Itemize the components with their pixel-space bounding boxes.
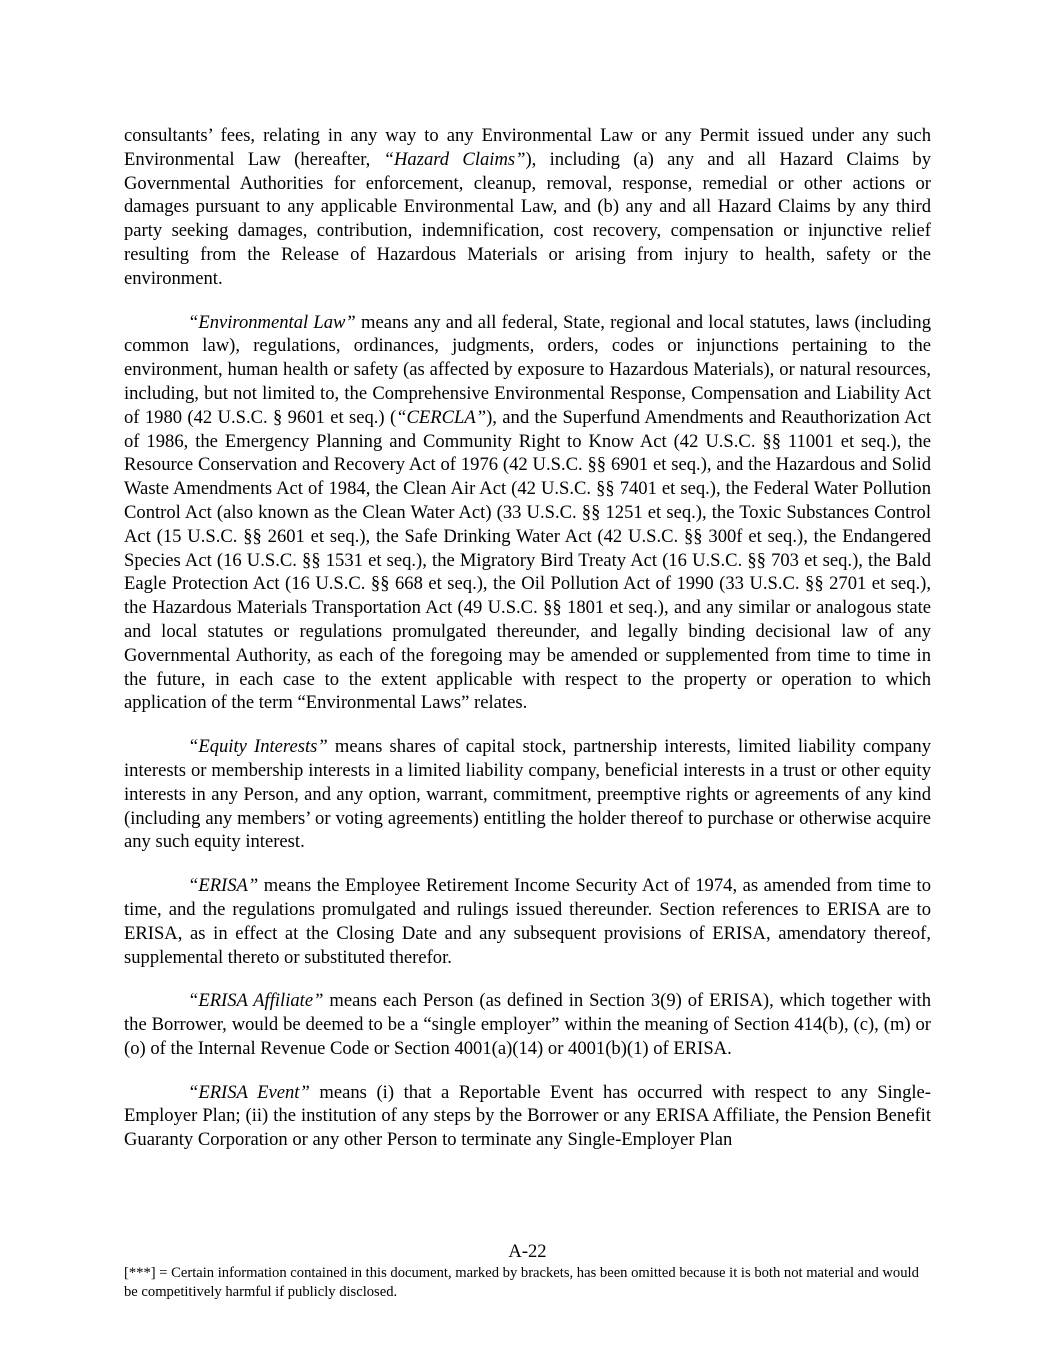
paragraph-text: means (i) that a Reportable Event has occurred with respect to any Single-Employer Plan; (ii) the institution of any steps by the Borrower or any ERISA Affiliate, the Pension Benefit Guaranty Corporation or any other Person to terminate any Single-Employer Plan xyxy=(124,1081,931,1151)
paragraph-hazard-claims xyxy=(124,124,931,291)
defined-term-erisa-affiliate: “ERISA Affiliate” xyxy=(188,990,324,1012)
paragraph-text: means the Employee Retirement Income Security Act of 1974, as amended from time to time, and the regulations promulgated and rulings issued thereunder. Section references to ERISA are to ERISA, as in effect at the Closing Date and any subsequent provisions of ERISA, amendatory thereof, supplemental thereto or substituted therefor. xyxy=(124,875,931,968)
paragraph-equity-interests xyxy=(124,735,931,854)
defined-term-environmental-law: “Environmental Law” xyxy=(188,311,356,333)
paragraph-erisa xyxy=(124,874,931,969)
defined-term-erisa-event: “ERISA Event” xyxy=(188,1081,310,1103)
paragraph-text: means any and all federal, State, regional and local statutes, laws (including common law), regulations, ordinances, judgments, orders, codes or injunctions pertaining to the environment, human health or safety (as affected by exposure to Hazardous Materials), or natural resources, including, but not limited to, the Comprehensive Environmental Response, Compensation and Liability Act of 1980 (42 U.S.C. § 9601 et seq.) ( xyxy=(124,311,931,428)
defined-term-hazard-claims: “Hazard Claims” xyxy=(383,148,526,170)
defined-term-cercla: “CERCLA” xyxy=(396,406,487,428)
confidentiality-footnote: [***] = Certain information contained in this document, marked by brackets, has been omitted because it is both not material and would be competitively harmful if publicly disclosed. xyxy=(124,1265,919,1300)
paragraph-erisa-event xyxy=(124,1081,931,1152)
paragraph-text: means shares of capital stock, partnership interests, limited liability company interests or membership interests in a limited liability company, beneficial interests in a trust or other equity interests in any Person, and any option, warrant, commitment, preemptive rights or agreements of any kind (including any members’ or voting agreements) entitling the holder thereof to purchase or otherwise acquire any such equity interest. xyxy=(124,736,931,853)
page-number: A-22 xyxy=(508,1241,547,1262)
paragraph-environmental-law xyxy=(124,311,931,716)
paragraph-text: means each Person (as defined in Section 3(9) of ERISA), which together with the Borrower, would be deemed to be a “single employer” within the meaning of Section 414(b), (c), (m) or (o) of the Internal Revenue Code or Section 4001(a)(14) or 4001(b)(1) of ERISA. xyxy=(124,990,931,1059)
defined-term-erisa: “ERISA” xyxy=(188,875,259,897)
paragraph-text: ), and the Superfund Amendments and Reauthorization Act of 1986, the Emergency Planning and Community Right to Know Act (42 U.S.C. §§ 11001 et seq.), the Resource Conservation and Recovery Act of 1976 (42 U.S.C. §§ 6901 et seq.), and the Hazardous and Solid Waste Amendments Act of 1984, the Clean Air Act (42 U.S.C. §§ 7401 et seq.), the Federal Water Pollution Control Act (also known as the Clean Water Act) (33 U.S.C. §§ 1251 et seq.), the Toxic Substances Control Act (15 U.S.C. §§ 2601 et seq.), the Safe Drinking Water Act (42 U.S.C. §§ 300f et seq.), the Endangered Species Act (16 U.S.C. §§ 1531 et seq.), the Migratory Bird Treaty Act (16 U.S.C. §§ 703 et seq.), the Bald Eagle Protection Act (16 U.S.C. §§ 668 et seq.), the Oil Pollution Act of 1990 (33 U.S.C. §§ 2701 et seq.), the Hazardous Materials Transportation Act (49 U.S.C. §§ 1801 et seq.), and any similar or analogous state and local statutes or regulations promulgated thereunder, and legally binding decisional law of any Governmental Authority, as each of the foregoing may be amended or supplemented from time to time in the future, in each case to the extent applicable with respect to the property or operation to which application of the term “Environmental Laws” relates. xyxy=(124,406,931,714)
defined-term-equity-interests: “Equity Interests” xyxy=(188,736,328,758)
paragraph-erisa-affiliate xyxy=(124,989,931,1060)
paragraph-text: ), including (a) any and all Hazard Claims by Governmental Authorities for enforcement, cleanup, removal, response, remedial or other actions or damages pursuant to any applicable Environmental Law, and (b) any and all Hazard Claims by any third party seeking damages, contribution, indemnification, cost recovery, compensation or injunctive relief resulting from the Release of Hazardous Materials or arising from injury to health, safety or the environment. xyxy=(124,148,931,289)
paragraph-text: consultants’ fees, relating in any way to any Environmental Law or any Permit issued under any such Environmental Law (hereafter, xyxy=(124,125,931,170)
document-body xyxy=(124,124,931,1172)
